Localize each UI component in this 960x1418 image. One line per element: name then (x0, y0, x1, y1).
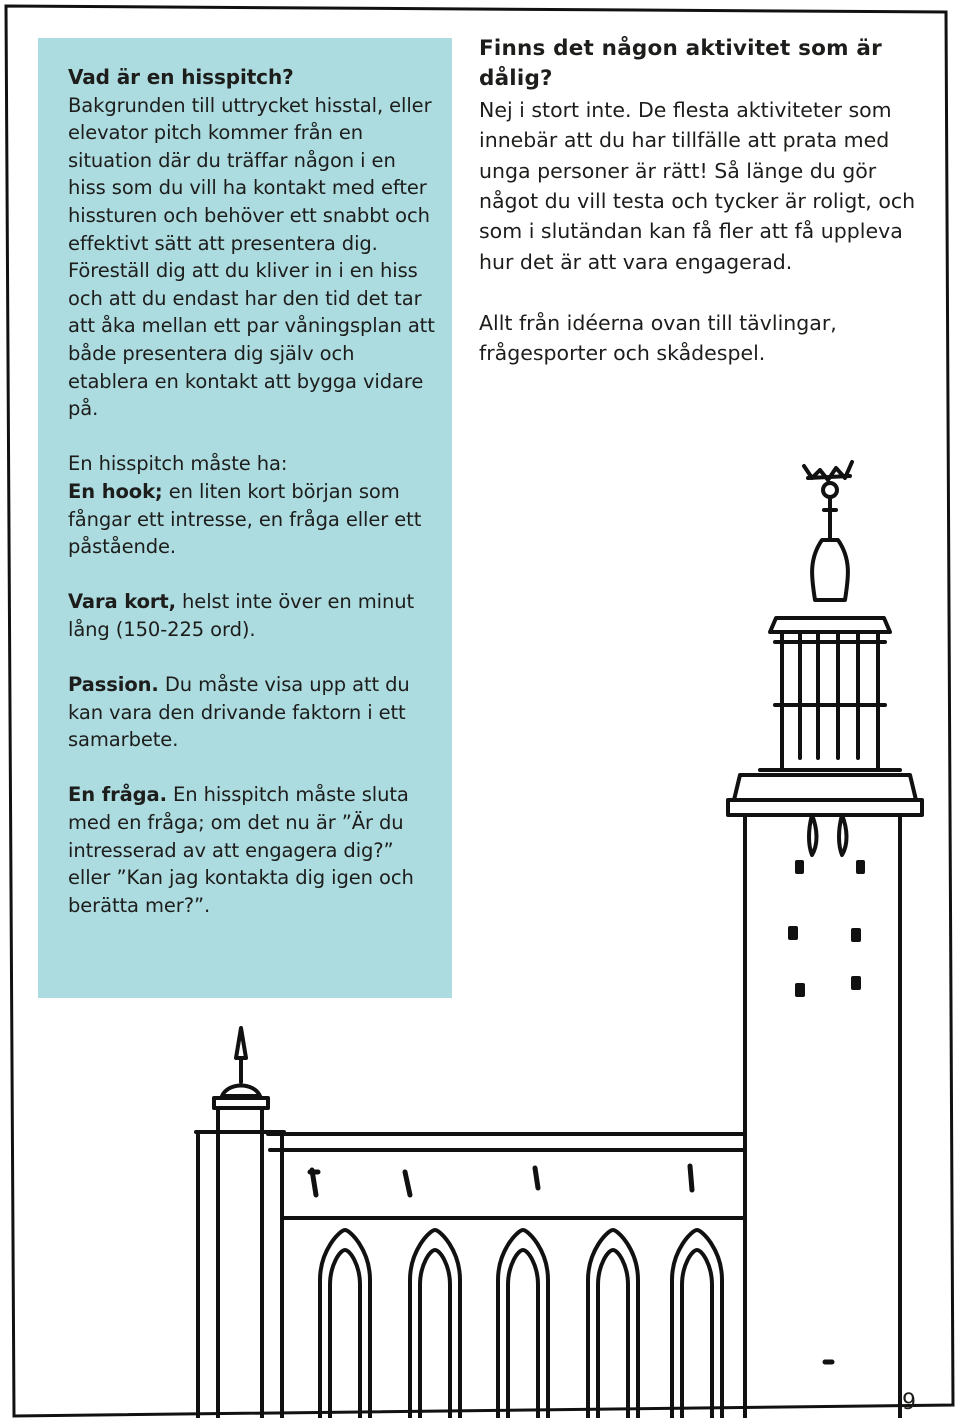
activity-heading: Finns det någon aktivitet som är dålig? (479, 36, 882, 92)
gothic-windows-icon (320, 1230, 722, 1418)
spire-icon (196, 1028, 284, 1418)
item-lead-passion: Passion. (68, 673, 159, 697)
item-text-short: helst inte över en minut lång (150-225 ord). (68, 590, 415, 641)
item-lead-short: Vara kort, (68, 590, 176, 614)
activity-paragraph-2: Allt från idéerna ovan till tävlingar, frågesporter och skådespel. (479, 310, 837, 366)
item-text-passion: Du måste visa upp att du kan vara den drivande faktorn i ett samarbete. (68, 673, 410, 752)
item-lead-question: En fråga. (68, 783, 167, 807)
item-lead-hook: En hook; (68, 479, 163, 503)
activity-paragraph-1: Nej i stort inte. De flesta aktiviteter som innebär att du har tillfälle att prata med unga personer är rätt! Så länge du gör något du vill testa och tycker är roligt, och som i slutändan kan få fler att få uppleva hur det är att vara engagerad. (479, 97, 916, 274)
item-text-hook: en liten kort början som fångar ett intresse, en fråga eller ett påstående. (68, 479, 422, 559)
intro-text: Bakgrunden till uttrycket hisstal, eller elevator pitch kommer från en situation där du träffar någon i en hiss som du vill ha kontakt med efter hissturen och behöver ett snabbt och effektivt sätt att presentera dig. Föreställ dig att du kliver in i en hiss och att du endast har den tid det tar att åka mellan ett par våningsplan att både presentera dig själv och etablera en kontakt att bygga vidare på. (68, 93, 435, 421)
crown-ornament-icon (804, 462, 852, 540)
item-text-question: En hisspitch måste sluta med en fråga; om det nu är ”Är du intresserad av att engagera dig?” eller ”Kan jag kontakta dig igen och berätta mer?”. (68, 783, 414, 917)
page-number: 9 (902, 1390, 916, 1415)
must-have-label: En hisspitch måste ha: (68, 452, 288, 476)
section-heading: Vad är en hisspitch? (68, 65, 294, 89)
